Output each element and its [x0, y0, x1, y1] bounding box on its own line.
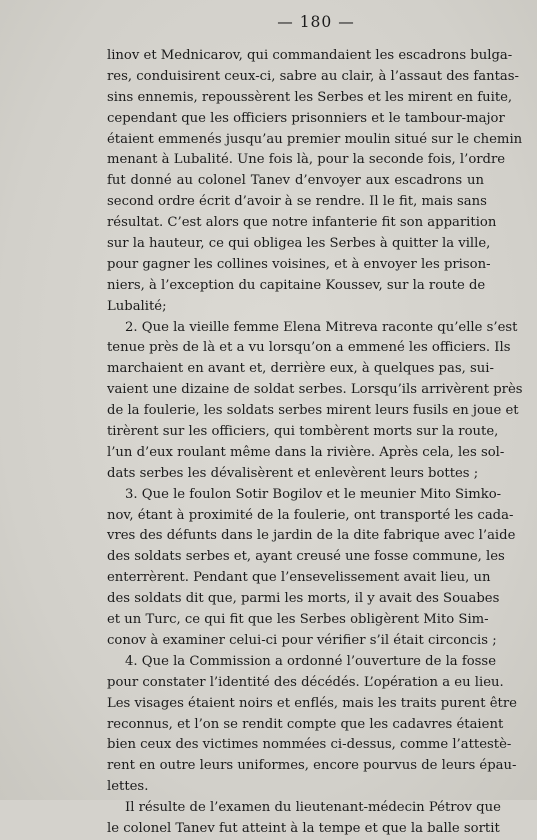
text-line: pour gagner les collines voisines, et à envoyer les prison- [107, 256, 491, 272]
text-line: Les visages étaient noirs et enflés, mais les traits purent être [107, 695, 517, 711]
text-line: 2. Que la vieille femme Elena Mitreva raconte qu’elle s’est [125, 319, 518, 335]
text-line: Lubalité; [107, 298, 167, 314]
text-line: 4. Que la Commission a ordonné l’ouverture de la fosse [125, 653, 497, 669]
text-line: menant à Lubalité. Une fois là, pour la seconde fois, l’ordre [107, 152, 506, 168]
text-line: conov à examiner celui-ci pour vérifier s’il était circoncis ; [107, 632, 497, 648]
text-line: marchaient en avant et, derrière eux, à quelques pas, sui- [107, 361, 494, 377]
text-line: des soldats serbes et, ayant creusé une fosse commune, les [107, 549, 505, 565]
text-line: lettes. [107, 779, 149, 795]
text-line: le colonel Tanev fut atteint à la tempe et que la balle sortit [107, 820, 500, 836]
text-line: 3. Que le foulon Sotir Bogilov et le meunier Mito Simko- [125, 486, 502, 502]
page-body [107, 46, 523, 840]
text-line: second ordre écrit d’avoir à se rendre. Il le fit, mais sans [107, 194, 487, 210]
text-line: tirèrent sur les officiers, qui tombèrent morts sur la route, [107, 424, 499, 440]
text-line: sur la hauteur, ce qui obligea les Serbes à quitter la ville, [107, 236, 491, 252]
page-header [0, 13, 537, 31]
text-line: linov et Mednicarov, qui commandaient les escadrons bulga- [107, 48, 513, 63]
text-line: rent en outre leurs uniformes, encore pourvus de leurs épau- [107, 758, 517, 774]
text-line: de la foulerie, les soldats serbes mirent leurs fusils en joue et [107, 403, 519, 419]
text-line: reconnus, et l’on se rendit compte que les cadavres étaient [107, 716, 504, 732]
text-line: sins ennemis, repoussèrent les Serbes et les mirent en fuite, [107, 89, 513, 105]
text-line: pour constater l’identité des décédés. L’opération a eu lieu. [107, 674, 504, 690]
text-line: tenue près de là et a vu lorsqu’on a emmené les officiers. Ils [107, 340, 511, 356]
text-line: étaient emmenés jusqu’au premier moulin situé sur le chemin [107, 131, 523, 147]
text-line: cependant que les officiers prisonniers et le tambour-major [107, 110, 505, 126]
text-line: des soldats dit que, parmi les morts, il y avait des Souabes [107, 591, 500, 607]
text-line: nov, étant à proximité de la foulerie, ont transporté les cada- [107, 507, 514, 523]
page-number: — 180 — [277, 13, 355, 31]
text-line: res, conduisirent ceux-ci, sabre au clair, à l’assaut des fantas- [107, 68, 520, 84]
text-line: vres des défunts dans le jardin de la dite fabrique avec l’aide [107, 528, 516, 544]
text-line: résultat. C’est alors que notre infanterie fit son apparition [107, 215, 497, 231]
text-line: et un Turc, ce qui fit que les Serbes obligèrent Mito Sim- [107, 612, 489, 628]
text-line: bien ceux des victimes nommées ci-dessus, comme l’attestè- [107, 737, 512, 753]
text-line: fut donné au colonel Tanev d’envoyer aux escadrons un [107, 173, 484, 189]
text-line: dats serbes les dévalisèrent et enlevèrent leurs bottes ; [107, 465, 479, 481]
text-line: enterrèrent. Pendant que l’ensevelissement avait lieu, un [107, 570, 491, 586]
text-line: niers, à l’exception du capitaine Koussev, sur la route de [107, 277, 486, 293]
text-line: Il résulte de l’examen du lieutenant-médecin Pétrov que [125, 800, 501, 816]
text-line: l’un d’eux roulant même dans la rivière. Après cela, les sol- [107, 444, 505, 460]
text-line: vaient une dizaine de soldat serbes. Lorsqu’ils arrivèrent près [107, 382, 523, 398]
